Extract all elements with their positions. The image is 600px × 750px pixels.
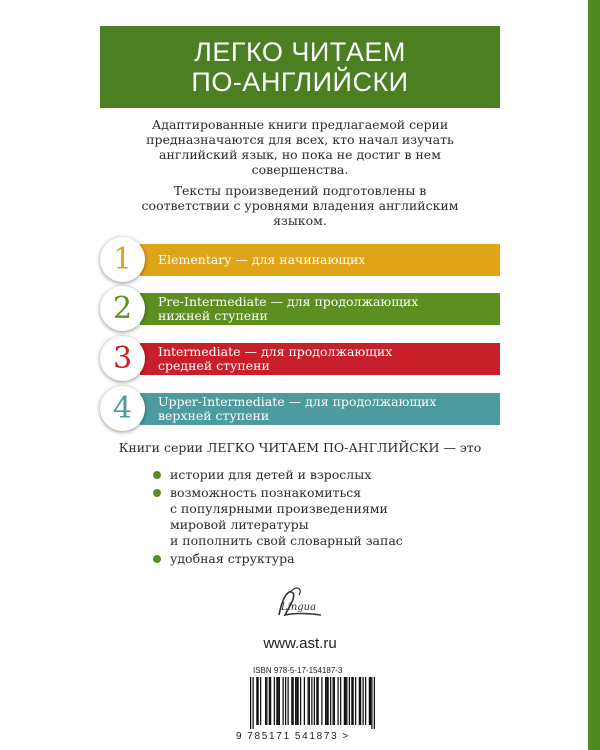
green-spine-strip bbox=[588, 0, 600, 750]
barcode-bar bbox=[338, 677, 339, 725]
series-title-line-2: ПО-АНГЛИЙСКИ bbox=[191, 67, 409, 97]
feature-line: истории для детей и взрослых bbox=[170, 467, 372, 482]
barcode-bar bbox=[291, 677, 292, 725]
barcode-bar bbox=[266, 677, 267, 725]
barcode-bar bbox=[330, 677, 331, 725]
series-title-line-1: ЛЕГКО ЧИТАЕМ bbox=[194, 37, 406, 67]
isbn-number: ISBN 978-5-17-154187-3 bbox=[253, 666, 343, 675]
lingua-logo-word: Lingua bbox=[281, 602, 317, 613]
level-label-4-line-2: верхней ступени bbox=[158, 408, 270, 423]
barcode-bar bbox=[258, 677, 259, 725]
barcode-group-2: 541873 bbox=[294, 731, 339, 742]
barcode-bar bbox=[309, 677, 310, 725]
bullet-dot-icon bbox=[153, 555, 161, 563]
barcode-bar bbox=[314, 677, 315, 725]
barcode-bar bbox=[308, 677, 309, 725]
barcode-bar bbox=[325, 677, 326, 725]
barcode-bar bbox=[349, 677, 350, 725]
barcode-bar bbox=[316, 677, 317, 725]
barcode-bar bbox=[321, 677, 322, 725]
barcode-bar bbox=[318, 677, 319, 725]
series-title-banner bbox=[100, 26, 500, 108]
barcode-bar bbox=[304, 677, 305, 725]
barcode-bar bbox=[370, 677, 371, 725]
barcode-bar bbox=[371, 677, 372, 729]
barcode-bar bbox=[288, 677, 289, 725]
feature-line: и пополнить свой словарный запас bbox=[170, 533, 403, 548]
level-number-2: 2 bbox=[100, 286, 145, 331]
barcode-bar bbox=[283, 677, 284, 725]
feature-item bbox=[153, 551, 453, 567]
level-number-1: 1 bbox=[100, 237, 145, 282]
intro-paragraph-2: Тексты произведений подготовлены в соответствии с уровнями владения английским языком. bbox=[141, 183, 459, 228]
barcode-bar bbox=[269, 677, 270, 725]
level-row-4 bbox=[100, 386, 500, 431]
barcode-bar bbox=[328, 677, 329, 725]
feature-line: удобная структура bbox=[170, 551, 295, 566]
intro-paragraph-1: Адаптированные книги предлагаемой серии предназначаются для всех, кто начал изучать английский язык, но пока не достиг в нем совершенства. bbox=[146, 117, 454, 177]
barcode-bar bbox=[285, 677, 286, 725]
barcode-bar bbox=[311, 677, 312, 725]
barcode-bar bbox=[365, 677, 366, 725]
level-label-3-line-1: Intermediate — для продолжающих bbox=[158, 344, 393, 359]
barcode-group-1: 785171 bbox=[247, 731, 291, 742]
level-number-4: 4 bbox=[100, 386, 145, 431]
bullet-dot-icon bbox=[153, 471, 161, 479]
publisher-website: www.ast.ru bbox=[263, 635, 337, 652]
barcode-bar bbox=[298, 677, 299, 725]
barcode-bar bbox=[260, 677, 261, 725]
barcode-bar bbox=[278, 677, 279, 725]
barcode-bar bbox=[279, 677, 280, 725]
barcode-bar bbox=[359, 677, 360, 725]
feature-line: мировой литературы bbox=[170, 517, 309, 532]
feature-line: возможность познакомиться bbox=[170, 485, 362, 500]
feature-line: с популярными произведениями bbox=[170, 501, 388, 516]
barcode-digit-first: 9 bbox=[236, 731, 244, 742]
level-label-3 bbox=[158, 345, 498, 373]
barcode-bar bbox=[333, 677, 334, 725]
feature-item bbox=[153, 467, 453, 483]
barcode-bar bbox=[265, 677, 266, 725]
barcode-bar bbox=[295, 677, 296, 725]
barcode-bar bbox=[374, 677, 375, 729]
level-row-2 bbox=[100, 286, 500, 331]
barcode-bar bbox=[363, 677, 364, 725]
level-label-2-line-2: нижней ступени bbox=[158, 308, 268, 323]
barcode-bar bbox=[296, 677, 297, 725]
barcode-bar bbox=[276, 677, 277, 725]
barcode-digits bbox=[236, 731, 354, 742]
barcode-bar bbox=[344, 677, 345, 725]
barcode-end-mark: > bbox=[342, 731, 350, 742]
feature-item bbox=[153, 485, 453, 549]
level-label-3-line-2: средней ступени bbox=[158, 358, 270, 373]
features-list bbox=[153, 467, 453, 569]
barcode-bar bbox=[355, 677, 356, 725]
barcode-bar bbox=[326, 677, 327, 725]
series-description-heading: Книги серии ЛЕГКО ЧИТАЕМ ПО-АНГЛИЙСКИ — это bbox=[118, 440, 482, 455]
barcode-bar bbox=[250, 677, 251, 729]
barcode-bar bbox=[346, 677, 347, 725]
barcode-bar bbox=[345, 677, 346, 725]
barcode-bar bbox=[360, 677, 361, 725]
barcode-bar bbox=[351, 677, 352, 725]
barcode-icon bbox=[248, 677, 378, 729]
barcode-bar bbox=[353, 677, 354, 725]
barcode-bar bbox=[340, 677, 341, 725]
level-row-1 bbox=[100, 237, 500, 282]
level-label-2 bbox=[158, 295, 498, 323]
bullet-dot-icon bbox=[153, 489, 161, 497]
intro-text bbox=[130, 117, 470, 234]
barcode-bar bbox=[270, 677, 271, 725]
barcode-bar bbox=[274, 677, 275, 725]
level-label-1-line-1: Elementary — для начинающих bbox=[158, 252, 366, 267]
level-row-3 bbox=[100, 336, 500, 381]
level-number-3: 3 bbox=[100, 336, 145, 381]
level-label-4-line-1: Upper-Intermediate — для продолжающих bbox=[158, 394, 437, 409]
barcode-bar bbox=[369, 677, 370, 725]
level-label-2-line-1: Pre-Intermediate — для продолжающих bbox=[158, 294, 419, 309]
level-label-4 bbox=[158, 395, 498, 423]
barcode-bar bbox=[300, 677, 301, 725]
barcode-bar bbox=[253, 677, 254, 729]
level-label-1 bbox=[158, 253, 498, 267]
barcode-bar bbox=[293, 677, 294, 725]
barcode-bar bbox=[334, 677, 335, 725]
barcode-bar bbox=[256, 677, 257, 725]
